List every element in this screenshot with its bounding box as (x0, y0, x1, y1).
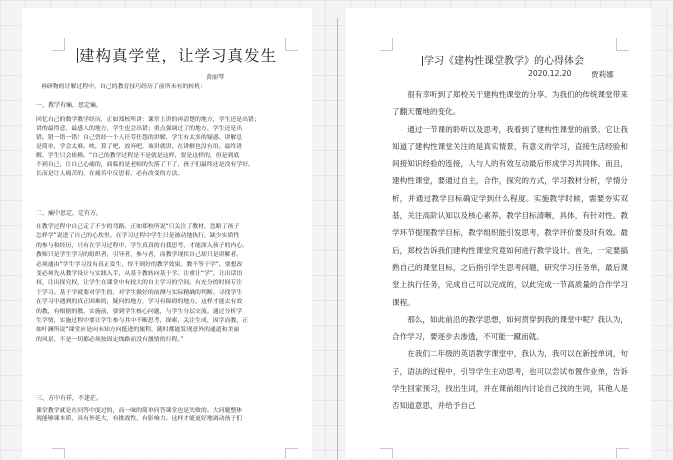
document-body (392, 86, 628, 415)
text-line: 怎样学”说进了自己的心坎里。在学习过程中学生只是被动地执行，缺少实质性 (36, 233, 240, 240)
text-line: 的风景，不是一切都必须按固定线路而没有激情的行程。” (36, 336, 184, 343)
document-date: 2020.12.20 (528, 69, 572, 78)
text-line: 不到自己，让自己心痛的，面临的是老师的失落了下了，孩子们最终还是没有学好。 (36, 162, 254, 168)
text-line: 解，学生只会依赖。“自己的教学过程是不是就是这样，要是这样的，但是到底 (36, 153, 240, 159)
margin-corner-mark (52, 38, 65, 51)
title-text: 建构真学堂，让学习真发生 (79, 47, 278, 65)
margin-corner-mark (285, 448, 298, 458)
margin-corner-mark (616, 38, 629, 51)
intro-paragraph: 再研物的讨解过程中，自己的教育技巧经历了前所未有的转机： (41, 84, 206, 90)
text-line: 的教，有根据的教。实施前，要到学生核心问题，与学生分层交流。通过分析学 (36, 308, 243, 315)
text-line: 生学情，实施过程中要让学生参与其中不断思考，探索，关注生成，因学而教。正 (36, 318, 249, 325)
text-line: 必须通由“学生学习没有真正发生，得不到好的教学效果。教不等于学”。要想改 (36, 261, 243, 268)
text-line: 于学习。基于学就要对学生的，对学生做好的前测与实际精确的判断。寻找学生 (36, 289, 243, 296)
section-body (36, 116, 286, 179)
text-line: 在教学过程中自己走了不少的弯路。正如郑校所说“只关注了教材，忽略了孩子 (36, 224, 240, 230)
page-gap-divider (337, 18, 338, 460)
section-body (36, 223, 286, 345)
paragraph: 通过一节课的聆听以及思考，我看到了建构性课堂的前景。它让我知道了建构性课堂关注的是真实情景，有意义的学习，直接生活经验和间接知识经验的连接，人与人的有效互动最后形成学习共同体。而且，建构性课堂，要通过自主，合作，探究的方式，学习教材分析，学情分析，并通过教学目标确定学到什么程度。实施教学时候，需要夯实双基，关注高阶认知以及核心素养。教学目标清晰，具体，有针对性。教学环节提现教学目标，教学组织能引发思考，教学评价要及时有效。最后，郑校告诉我们建构性课堂究竟如何进行教学设计。首先，一定要搞熟自己的课堂目标，之后指引学生思考问题，研究学习任务单，最后课堂上执行任务，完成自己可以完成的，以此完成一节高质量的合作学习课程。 (392, 124, 628, 307)
section-heading: 二、痛中思定，定有方。 (36, 210, 103, 217)
margin-corner-mark (380, 448, 393, 458)
text-line: 长而是让人痛苦的，在痛苦中反思着，必有改变的方法。 (36, 171, 184, 177)
author-name: 黄丽琴 (206, 74, 225, 81)
next-page-edge (666, 8, 668, 458)
text-line: 的参与和经历，只有在学习过程中，学生真真的自我思考，才能深入孩子的内心。 (36, 242, 249, 249)
text-line: 回忆自己的数学教学经历，正如郑校所讲：课堂上讲的再清楚的地方，学生还是出错； (36, 117, 260, 123)
text-line: 是简单，学会太难。唉，算了吧，放弃吧，该讲就讲，在讲解也没有用。最终讲 (36, 144, 243, 150)
document-title (422, 52, 584, 67)
text-cursor (422, 56, 423, 66)
text-line: 教师只是学生学习的组织者，引导者，参与者，而教学现状自己却只是讲解者。 (36, 252, 243, 259)
document-page-left[interactable] (22, 8, 312, 458)
text-cursor (77, 48, 78, 64)
document-title (77, 44, 297, 66)
paragraph: 很有幸听到了郑校关于建构性课堂的分享。为我们的传统课堂带来了翻天覆地的变化。 (392, 90, 628, 117)
section-heading: 一、教学有痛，思定痛。 (36, 102, 103, 109)
text-line: 权，让出探究权，让学生在课堂中有较大的自主学习的空间，有充分的时间专注 (36, 280, 243, 287)
text-line: 如叶澜所说“课堂应是向未知方向挺进的旅程，随时都能发现意外的通道和美丽 (36, 327, 240, 334)
author-name: 贾莉娜 (591, 70, 614, 79)
text-line: 课堂教学就是在问答中度过的，而一味的简单问答课堂也是失败的。大问题整体 (36, 408, 243, 414)
margin-corner-mark (380, 38, 393, 51)
title-text: 学习《建构性课堂教学》的心得体会 (424, 56, 584, 67)
text-line: 变必须先从教学设计与实践入手，从基于教转向基于学。注重让“学”，让出话语 (36, 271, 243, 278)
text-line: 在学习中遇到的真正困难的，疑问的地方，学习有障碍的地方。这样才能去有效 (36, 299, 243, 306)
margin-corner-mark (52, 448, 65, 458)
text-line: 现能够课本质，具有外延大，有挑战性，有影响力。这样才能更好地调动孩子们 (36, 415, 243, 422)
paragraph: 那么，如此前沿的教学思想，如何贯穿到我的课堂中呢？我认为，合作学习，要逐步去渗透，不可能一蹴而就。 (392, 314, 628, 342)
document-page-right[interactable] (346, 8, 651, 458)
paragraph: 在我们二年级的英语教学课堂中，我认为，我可以在新授单词，句子，语法的过程中，引导学生主动思考，也可以尝试布置作业单，告诉学生回家预习，找出生词，并在课前组内讨论自己找的生词，其他人是否知道意思，并给予自己 (392, 349, 628, 411)
section-heading: 三、方中有祥，不迷茫。 (36, 395, 103, 402)
margin-corner-mark (616, 448, 629, 458)
text-line: 错。错一错一错！自己曾经一个人任劳任怨的讲解，学生有太多的疑惑。讲解总 (36, 135, 243, 141)
section-body (36, 408, 286, 423)
text-line: 讲的最得意、最感人的地方，学生也会出错；重点强调过了的地方，学生还是出 (36, 126, 243, 132)
